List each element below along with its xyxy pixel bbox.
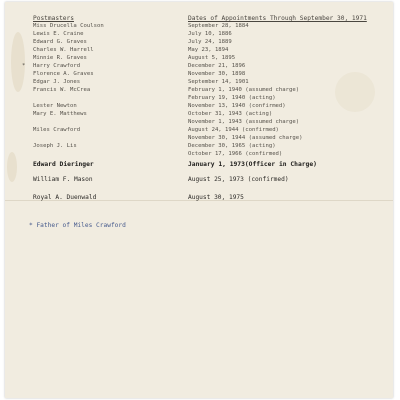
postmaster-name: Lewis E. Craine	[33, 31, 84, 37]
appointment-date: August 30, 1975	[188, 194, 244, 201]
postmaster-name: Francis W. McCrea	[33, 87, 91, 93]
appointment-date: January 1, 1973(Officer in Charge)	[188, 161, 317, 168]
appointment-date: February 19, 1940 (acting)	[188, 95, 276, 101]
appointment-date: July 24, 1889	[188, 39, 232, 45]
postmaster-name: Joseph J. Lis	[33, 143, 77, 149]
appointment-date: November 13, 1940 (confirmed)	[188, 103, 286, 109]
appointment-date: December 30, 1965 (acting)	[188, 143, 276, 149]
postmaster-name: Charles W. Harrell	[33, 47, 94, 53]
appointment-date: July 10, 1886	[188, 31, 232, 37]
appointment-date: August 25, 1973 (confirmed)	[188, 176, 289, 183]
appointment-date: August 5, 1895	[188, 55, 236, 61]
appointment-date: October 31, 1943 (acting)	[188, 111, 273, 117]
appointment-date: September 14, 1901	[188, 79, 249, 85]
appointment-date: August 24, 1944 (confirmed)	[188, 127, 279, 133]
paper-stain	[11, 32, 25, 92]
postmaster-name: Florence A. Graves	[33, 71, 94, 77]
paper-stain	[335, 72, 375, 112]
appointment-date: October 17, 1966 (confirmed)	[188, 151, 283, 157]
appointment-date: May 23, 1894	[188, 47, 229, 53]
appointment-date: November 1, 1943 (assumed charge)	[188, 119, 300, 125]
postmaster-name: William F. Mason	[33, 176, 93, 183]
postmaster-name: Miss Drucella Coulson	[33, 23, 104, 29]
asterisk-marker: *	[22, 63, 26, 69]
postmasters-column-header: Postmasters	[33, 15, 74, 22]
postmaster-name: Lester Newton	[33, 103, 77, 109]
postmaster-name: Minnie R. Graves	[33, 55, 87, 61]
postmaster-name: Harry Crawford	[33, 63, 81, 69]
footnote: * Father of Miles Crawford	[29, 222, 126, 229]
appointment-date: November 30, 1944 (assumed charge)	[188, 135, 303, 141]
postmaster-name: Edward G. Graves	[33, 39, 87, 45]
dates-column-header: Dates of Appointments Through September 30, 1971	[188, 15, 367, 22]
document-page	[5, 2, 393, 398]
appointment-date: February 1, 1940 (assumed charge)	[188, 87, 300, 93]
postmaster-name: Edward Dieringer	[33, 161, 94, 168]
appointment-date: December 21, 1896	[188, 63, 246, 69]
postmaster-name: Edgar J. Jones	[33, 79, 81, 85]
postmaster-name: Mary E. Matthews	[33, 111, 87, 117]
postmaster-name: Royal A. Duenwald	[33, 194, 97, 201]
paper-stain	[7, 152, 17, 182]
postmaster-name: Miles Crawford	[33, 127, 81, 133]
appointment-date: September 28, 1884	[188, 23, 249, 29]
appointment-date: November 30, 1898	[188, 71, 246, 77]
